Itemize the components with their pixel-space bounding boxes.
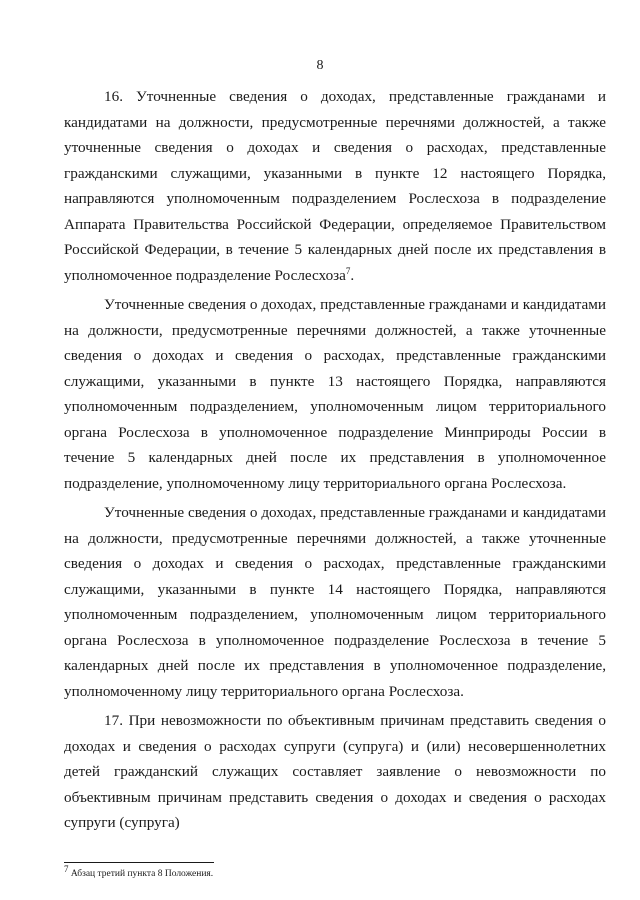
- footnote-text: Абзац третий пункта 8 Положения.: [70, 869, 214, 879]
- document-body: [64, 84, 606, 840]
- footnote-reference[interactable]: 7: [345, 265, 351, 276]
- paragraph-text: 17. При невозможности по объективным причинам представить сведения о доходах и сведения о расходах супруги (супруга) и (или) несовершеннолетних детей гражданский служащих составляет заявление о невозможности по объективным причинам представить сведения о доходах и сведения о расходах супруги (супруга): [64, 712, 606, 831]
- footnote: [64, 863, 214, 880]
- paragraph-tail: .: [350, 266, 355, 284]
- paragraph-16: [64, 84, 606, 288]
- paragraph-16-part-2: [64, 292, 606, 496]
- paragraph-16-part-3: [64, 500, 606, 704]
- paragraph-text: Уточненные сведения о доходах, представленные гражданами и кандидатами на должности, предусмотренные перечнями должностей, а также уточненные сведения о доходах и сведения о расходах, представленные гражданскими служащими, указанными в пункте 14 настоящего Порядка, направляются уполномоченным подразделением, уполномоченным лицом территориального органа Рослесхоза в уполномоченное подразделение Рослесхоза в течение 5 календарных дней после их представления в уполномоченное подразделение, уполномоченному лицу территориального органа Рослесхоза.: [64, 504, 606, 700]
- paragraph-text: 16. Уточненные сведения о доходах, представленные гражданами и кандидатами на должности, предусмотренные перечнями должностей, а также уточненные сведения о доходах и сведения о расходах, представленные гражданскими служащими, указанными в пункте 12 настоящего Порядка, направляются уполномоченным подразделением Рослесхоза в подразделение Аппарата Правительства Российской Федерации, определяемое Правительством Российской Федерации, в течение 5 календарных дней после их представления в уполномоченное подразделение Рослесхоза: [64, 88, 606, 284]
- page-number: 8: [316, 58, 324, 73]
- footnote-marker: 7: [64, 863, 69, 874]
- paragraph-text: Уточненные сведения о доходах, представленные гражданами и кандидатами на должности, предусмотренные перечнями должностей, а также уточненные сведения о доходах и сведения о расходах, представленные гражданскими служащими, указанными в пункте 13 настоящего Порядка, направляются уполномоченным подразделением, уполномоченным лицом территориального органа Рослесхоза в уполномоченное подразделение Минприроды России в течение 5 календарных дней после их представления в уполномоченное подразделение, уполномоченному лицу территориального органа Рослесхоза.: [64, 296, 606, 492]
- paragraph-17: [64, 708, 606, 836]
- footnote-divider: [64, 862, 214, 863]
